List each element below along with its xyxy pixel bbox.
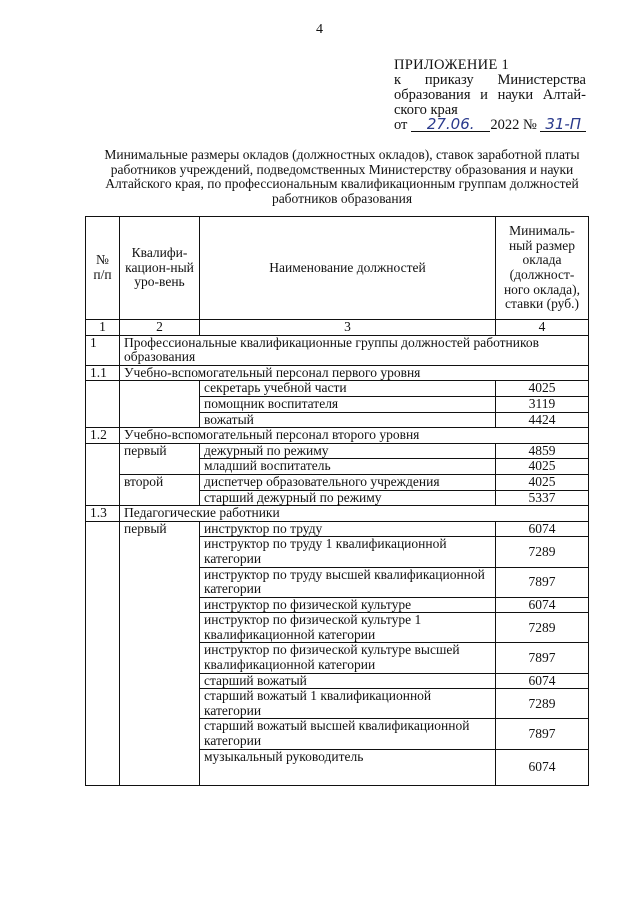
qualification-level: второй: [120, 474, 200, 505]
position-name: дежурный по режиму: [200, 443, 496, 459]
section-title: Педагогические работники: [120, 506, 589, 522]
section-title: Учебно-вспомогательный персонал второго уровня: [120, 428, 589, 444]
col-number: 2: [120, 320, 200, 336]
salary-value: 3119: [496, 396, 589, 412]
position-name: музыкальный руководитель: [200, 749, 496, 785]
page-number: 4: [316, 22, 323, 37]
section-num: 1.3: [86, 506, 120, 522]
section-title: Учебно-вспомогательный персонал первого уровня: [120, 365, 589, 381]
salary-value: 7289: [496, 689, 589, 719]
column-numbers-row: [86, 320, 589, 336]
section-row: [86, 506, 589, 522]
appendix-block: [394, 58, 586, 133]
position-name: инструктор по физической культуре: [200, 597, 496, 613]
date-prefix: от: [394, 117, 408, 133]
salary-value: 7897: [496, 567, 589, 597]
date-handwritten: 27.06.: [411, 118, 490, 132]
col-number: 3: [200, 320, 496, 336]
salary-value: 4424: [496, 412, 589, 428]
position-name: помощник воспитателя: [200, 396, 496, 412]
position-name: младший воспитатель: [200, 459, 496, 475]
empty-level-cell: [120, 381, 200, 428]
salary-value: 4859: [496, 443, 589, 459]
empty-num-cell: [86, 381, 120, 428]
salary-value: 6074: [496, 749, 589, 785]
salary-value: 6074: [496, 521, 589, 537]
table-row: [86, 474, 589, 490]
order-number-handwritten: 31-П: [540, 118, 586, 132]
salary-value: 4025: [496, 474, 589, 490]
group-title: Профессиональные квалификационные группы должностей работников образования: [120, 335, 589, 365]
col-number: 4: [496, 320, 589, 336]
section-num: 1.2: [86, 428, 120, 444]
section-row: [86, 365, 589, 381]
section-num: 1.1: [86, 365, 120, 381]
col-number: 1: [86, 320, 120, 336]
appendix-line-3: ского края: [394, 102, 458, 118]
salary-value: 6074: [496, 673, 589, 689]
qualification-level: первый: [120, 521, 200, 785]
table-row: [86, 443, 589, 459]
position-name: инструктор по труду 1 квалификационной категории: [200, 537, 496, 567]
header-num: № п/п: [86, 217, 120, 320]
position-name: старший вожатый: [200, 673, 496, 689]
position-name: инструктор по труду высшей квалификационной категории: [200, 567, 496, 597]
table-row: [86, 521, 589, 537]
salary-value: 6074: [496, 597, 589, 613]
salary-value: 7289: [496, 537, 589, 567]
salary-value: 7897: [496, 719, 589, 749]
table-row: [86, 381, 589, 397]
salary-value: 5337: [496, 490, 589, 506]
appendix-line-2: образования и науки Алтай-: [394, 87, 586, 103]
header-salary: Минималь-ный размер оклада (должност-ного оклада), ставки (руб.): [496, 217, 589, 320]
group-num: 1: [86, 335, 120, 365]
appendix-line-1: к приказу Министерства: [394, 72, 586, 88]
empty-num-cell: [86, 443, 120, 505]
date-year: 2022 №: [490, 117, 537, 133]
document-heading: Минимальные размеры окладов (должностных окладов), ставок заработной платы работников учреждений, подведомственных Министерству образования и науки Алтайского края, по профессиональным квалификационным группам должностей работников образования: [104, 147, 580, 206]
position-name: старший дежурный по режиму: [200, 490, 496, 506]
header-position: Наименование должностей: [200, 217, 496, 320]
position-name: диспетчер образовательного учреждения: [200, 474, 496, 490]
group-row: [86, 335, 589, 365]
qualification-level: первый: [120, 443, 200, 474]
salary-value: 7289: [496, 613, 589, 643]
table-header-row: [86, 217, 589, 320]
salary-value: 4025: [496, 381, 589, 397]
position-name: вожатый: [200, 412, 496, 428]
position-name: старший вожатый высшей квалификационной категории: [200, 719, 496, 749]
header-level: Квалифи-кацион-ный уро-вень: [120, 217, 200, 320]
appendix-title: ПРИЛОЖЕНИЕ 1: [394, 57, 510, 73]
position-name: инструктор по физической культуре 1 квалификационной категории: [200, 613, 496, 643]
position-name: старший вожатый 1 квалификационной категории: [200, 689, 496, 719]
salary-table: [85, 216, 589, 786]
salary-value: 7897: [496, 643, 589, 673]
appendix-date-line: [394, 115, 586, 133]
empty-num-cell: [86, 521, 120, 785]
position-name: инструктор по физической культуре высшей квалификационной категории: [200, 643, 496, 673]
salary-value: 4025: [496, 459, 589, 475]
position-name: инструктор по труду: [200, 521, 496, 537]
position-name: секретарь учебной части: [200, 381, 496, 397]
section-row: [86, 428, 589, 444]
